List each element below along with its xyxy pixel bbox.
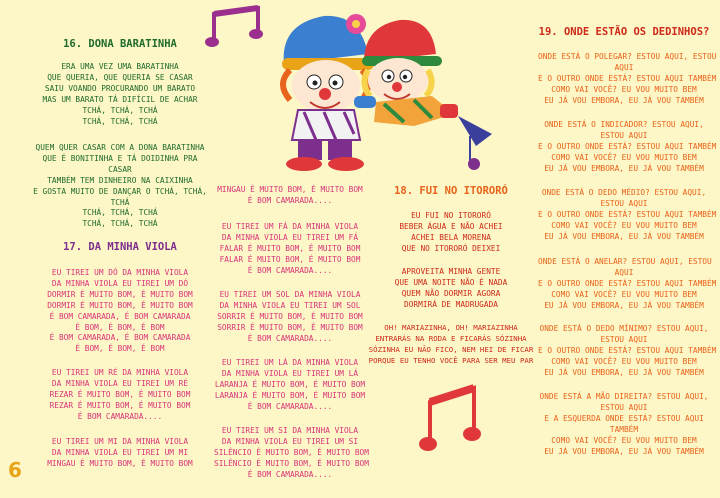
song-18-verse-2: APROVEITA MINHA GENTE QUE UMA NOITE NÃO É NADA QUEM NÃO DORMIR AGORA DORMIRÁ DE MADRUGADA <box>394 267 508 309</box>
music-note-icon <box>204 4 270 54</box>
song-19-verse-4: ONDE ESTÁ O ANELAR? ESTOU AQUI, ESTOU AQUI E O OUTRO ONDE ESTÁ? ESTOU AQUI TAMBÉM COMO VAI VOCÊ? EU VOU MUITO BEM EU JÁ VOU EMBORA, EU JÁ VOU TAMBÉM <box>538 257 717 310</box>
song-17-verse-2: EU TIREI UM RÉ DA MINHA VIOLA DA MINHA VIOLA EU TIREI UM RÉ REZAR É MUITO BOM, É MUITO BOM REZAR É MUITO BOM, É MUITO BOM É BOM CAMARADA.... <box>49 368 191 421</box>
song-17-verse-6: EU TIREI UM LÁ DA MINHA VIOLA DA MINHA VIOLA EU TIREI UM LÁ LARANJA É MUITO BOM, É MUITO BOM LARANJA É MUITO BOM, É MUITO BOM É BOM CAMARADA.... <box>214 358 366 411</box>
song-19-title: 19. ONDE ESTÃO OS DEDINHOS? <box>538 26 710 38</box>
song-19-verse-1: ONDE ESTÁ O POLEGAR? ESTOU AQUI, ESTOU AQUI E O OUTRO ONDE ESTÁ? ESTOU AQUI TAMBÉM COMO VAI VOCÊ? EU VOU MUITO BEM EU JÁ VOU EMBORA, EU JÁ VOU TAMBÉM <box>538 52 717 105</box>
song-18-verse-1: EU FUI NO ITORORÓ BEBER ÁGUA E NÃO ACHEI ACHEI BELA MORENA QUE NO ITORORÓ DEIXEI <box>399 211 503 253</box>
song-17-verse-5: EU TIREI UM SOL DA MINHA VIOLA DA MINHA VIOLA EU TIREI UM SOL SORRIR É MUITO BOM, É MUITO BOM SORRIR É MUITO BOM, É MUITO BOM É BOM CAMARADA.... <box>217 290 363 343</box>
song-19-verse-2: ONDE ESTÁ O INDICADOR? ESTOU AQUI, ESTOU AQUI E O OUTRO ONDE ESTÁ? ESTOU AQUI TAMBÉM COMO VAI VOCÊ? EU VOU MUITO BEM EU JÁ VOU EMBORA, EU JÁ VOU TAMBÉM <box>538 120 717 173</box>
song-16-title: 16. DONA BARATINHA <box>63 38 177 50</box>
song-18-verse-3: OH! MARIAZINHA, OH! MARIAZINHA ENTRARÁS NA RODA E FICARÁS SÓZINHA SÓZINHA EU NÃO FICO, NEM HEI DE FICAR PORQUE EU TENHO VOCÊ PARA SER MEU PAR <box>368 323 534 365</box>
song-19-verse-6: ONDE ESTÁ A MÃO DIREITA? ESTOU AQUI, ESTOU AQUI E A ESQUERDA ONDE ESTÁ? ESTOU AQUI TAMBÉM COMO VAI VOCÊ? EU VOU MUITO BEM EU JÁ VOU EMBORA, EU JÁ VOU TAMBÉM <box>539 392 709 456</box>
song-17-verse-3: EU TIREI UM MI DA MINHA VIOLA DA MINHA VIOLA EU TIREI UM MI MINGAU É MUITO BOM, É MUITO BOM <box>47 437 193 468</box>
song-19-verse-3: ONDE ESTÁ O DEDO MÉDIO? ESTOU AQUI, ESTOU AQUI E O OUTRO ONDE ESTÁ? ESTOU AQUI TAMBÉM COMO VAI VOCÊ? EU VOU MUITO BEM EU JÁ VOU EMBORA, EU JÁ VOU TAMBÉM <box>538 188 717 241</box>
song-17-verse-7: EU TIREI UM SI DA MINHA VIOLA DA MINHA VIOLA EU TIREI UM SI SILÊNCIO É MUITO BOM, É MUITO BOM SILÊNCIO É MUITO BOM, É MUITO BOM É BOM CAMARADA.... <box>214 426 369 479</box>
song-18-title: 18. FUI NO ITORORÓ <box>394 185 508 197</box>
song-17-verse-4: EU TIREI UM FÁ DA MINHA VIOLA DA MINHA VIOLA EU TIREI UM FÁ FALAR É MUITO BOM, É MUITO BOM FALAR É MUITO BOM, É MUITO BOM É BOM CAMARADA.... <box>219 222 361 275</box>
song-16-verse-1: ERA UMA VEZ UMA BARATINHA QUE QUERIA, QUE QUERIA SE CASAR SAIU VOANDO PROCURANDO UM BARATO MAS UM BARATO TÁ DIFÍCIL DE ACHAR TCHÁ, TCHÁ, TCHÁ TCHÁ, TCHÁ, TCHÁ <box>42 62 198 126</box>
music-note-icon <box>416 382 486 458</box>
clown-duo-illustration <box>264 4 460 172</box>
song-17-verse-3-cont: MINGAU É MUITO BOM, É MUITO BOM É BOM CAMARADA.... <box>217 185 363 205</box>
song-17-title: 17. DA MINHA VIOLA <box>63 241 177 253</box>
song-19-verse-5: ONDE ESTÁ O DEDO MÍNIMO? ESTOU AQUI, ESTOU AQUI E O OUTRO ONDE ESTÁ? ESTOU AQUI TAMBÉM COMO VAI VOCÊ? EU VOU MUITO BEM EU JÁ VOU EMBORA, EU JÁ VOU TAMBÉM <box>538 324 717 377</box>
song-16-verse-2: QUEM QUER CASAR COM A DONA BARATINHA QUE É BONITINHA E TÁ DOIDINHA PRA CASAR TAMBÉM TEM DINHEIRO NA CAIXINHA E GOSTA MUITO DE DANÇAR O TCHÁ, TCHÁ, TCHÁ TCHÁ, TCHÁ, TCHÁ TCHÁ, TCHÁ, TCHÁ <box>33 143 207 229</box>
page-number: 6 <box>8 458 22 482</box>
song-17-verse-1: EU TIREI UM DÓ DA MINHA VIOLA DA MINHA VIOLA EU TIREI UM DÓ DORMIR É MUITO BOM, É MUITO BOM DORMIR É MUITO BOM, É MUITO BOM É BOM CAMARADA, É BOM CAMARADA É BOM, É BOM, É BOM É BOM CAMARADA, É BOM CAMARADA É BOM, É BOM, É BOM <box>47 268 193 354</box>
